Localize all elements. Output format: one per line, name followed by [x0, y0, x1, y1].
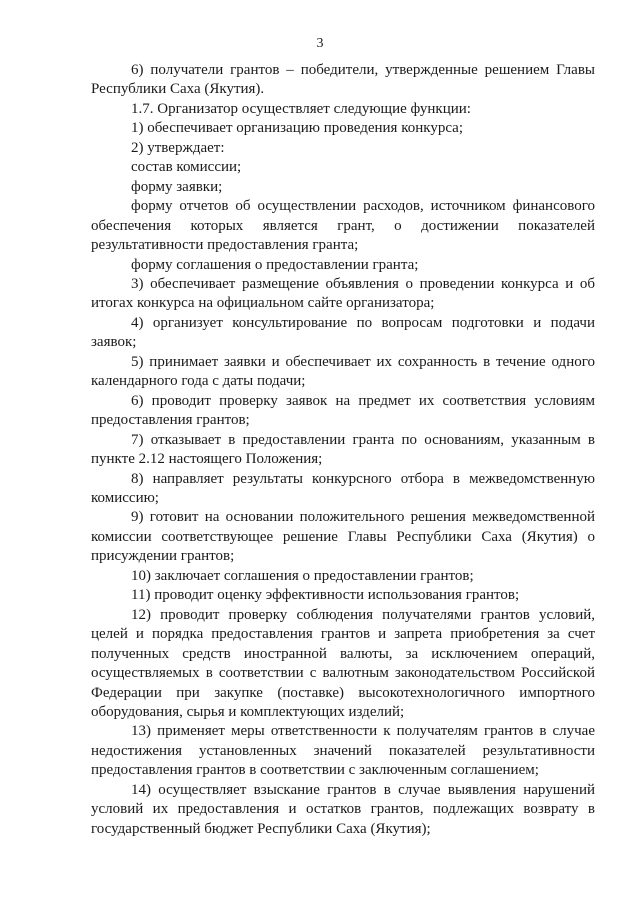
list-item-3: 3) обеспечивает размещение объявления о проведении конкурса и об итогах конкурса на официальном сайте организатора;: [91, 275, 595, 312]
paragraph-organizer-functions: 1.7. Организатор осуществляет следующие функции:: [131, 100, 471, 117]
list-item-9: 9) готовит на основании положительного решения межведомственной комиссии соответствующее решение Главы Республики Саха (Якутия) о присуждении грантов;: [91, 509, 595, 565]
paragraph-recipients: 6) получатели грантов – победители, утвержденные решением Главы Республики Саха (Якутия).: [91, 62, 595, 98]
page-number: 3: [316, 36, 324, 51]
list-subitem-agreement-form: форму соглашения о предоставлении гранта;: [131, 256, 419, 273]
list-item-6: 6) проводит проверку заявок на предмет их соответствия условиям предоставления грантов;: [91, 392, 595, 429]
list-item-11: 11) проводит оценку эффективности использования грантов;: [131, 587, 520, 604]
list-subitem-application-form: форму заявки;: [131, 178, 223, 195]
list-item-12: 12) проводит проверку соблюдения получателями грантов условий, целей и порядка предоставления грантов и запрета приобретения за счет полученных средств иностранной валюты, за исключением операций, осуществляемых в соответствии с валютным законодательством Российской Федерации при закупке (поставке) высокотехнологичного импортного оборудования, сырья и комплектующих изделий;: [91, 606, 595, 720]
document-body: [91, 61, 595, 839]
list-item-13: 13) применяет меры ответственности к получателям грантов в случае недостижения установленных значений показателей результативности предоставления грантов в соответствии с заключенным соглашением;: [91, 723, 595, 779]
list-item-2: 2) утверждает:: [131, 139, 225, 156]
list-subitem-commission: состав комиссии;: [131, 159, 242, 176]
list-item-5: 5) принимает заявки и обеспечивает их сохранность в течение одного календарного года с даты подачи;: [91, 353, 595, 390]
list-item-1: 1) обеспечивает организацию проведения конкурса;: [131, 120, 463, 137]
list-subitem-report-forms: форму отчетов об осуществлении расходов, источником финансового обеспечения которых является грант, о достижении показателей результативности предоставления гранта;: [91, 198, 595, 254]
list-item-4: 4) организует консультирование по вопросам подготовки и подачи заявок;: [91, 314, 595, 351]
list-item-7: 7) отказывает в предоставлении гранта по основаниям, указанным в пункте 2.12 настоящего Положения;: [91, 431, 595, 468]
list-item-10: 10) заключает соглашения о предоставлении грантов;: [131, 567, 474, 584]
list-item-8: 8) направляет результаты конкурсного отбора в межведомственную комиссию;: [91, 470, 595, 506]
list-item-14: 14) осуществляет взыскание грантов в случае выявления нарушений условий их предоставления и остатков грантов, подлежащих возврату в государственный бюджет Республики Саха (Якутия);: [91, 781, 595, 837]
